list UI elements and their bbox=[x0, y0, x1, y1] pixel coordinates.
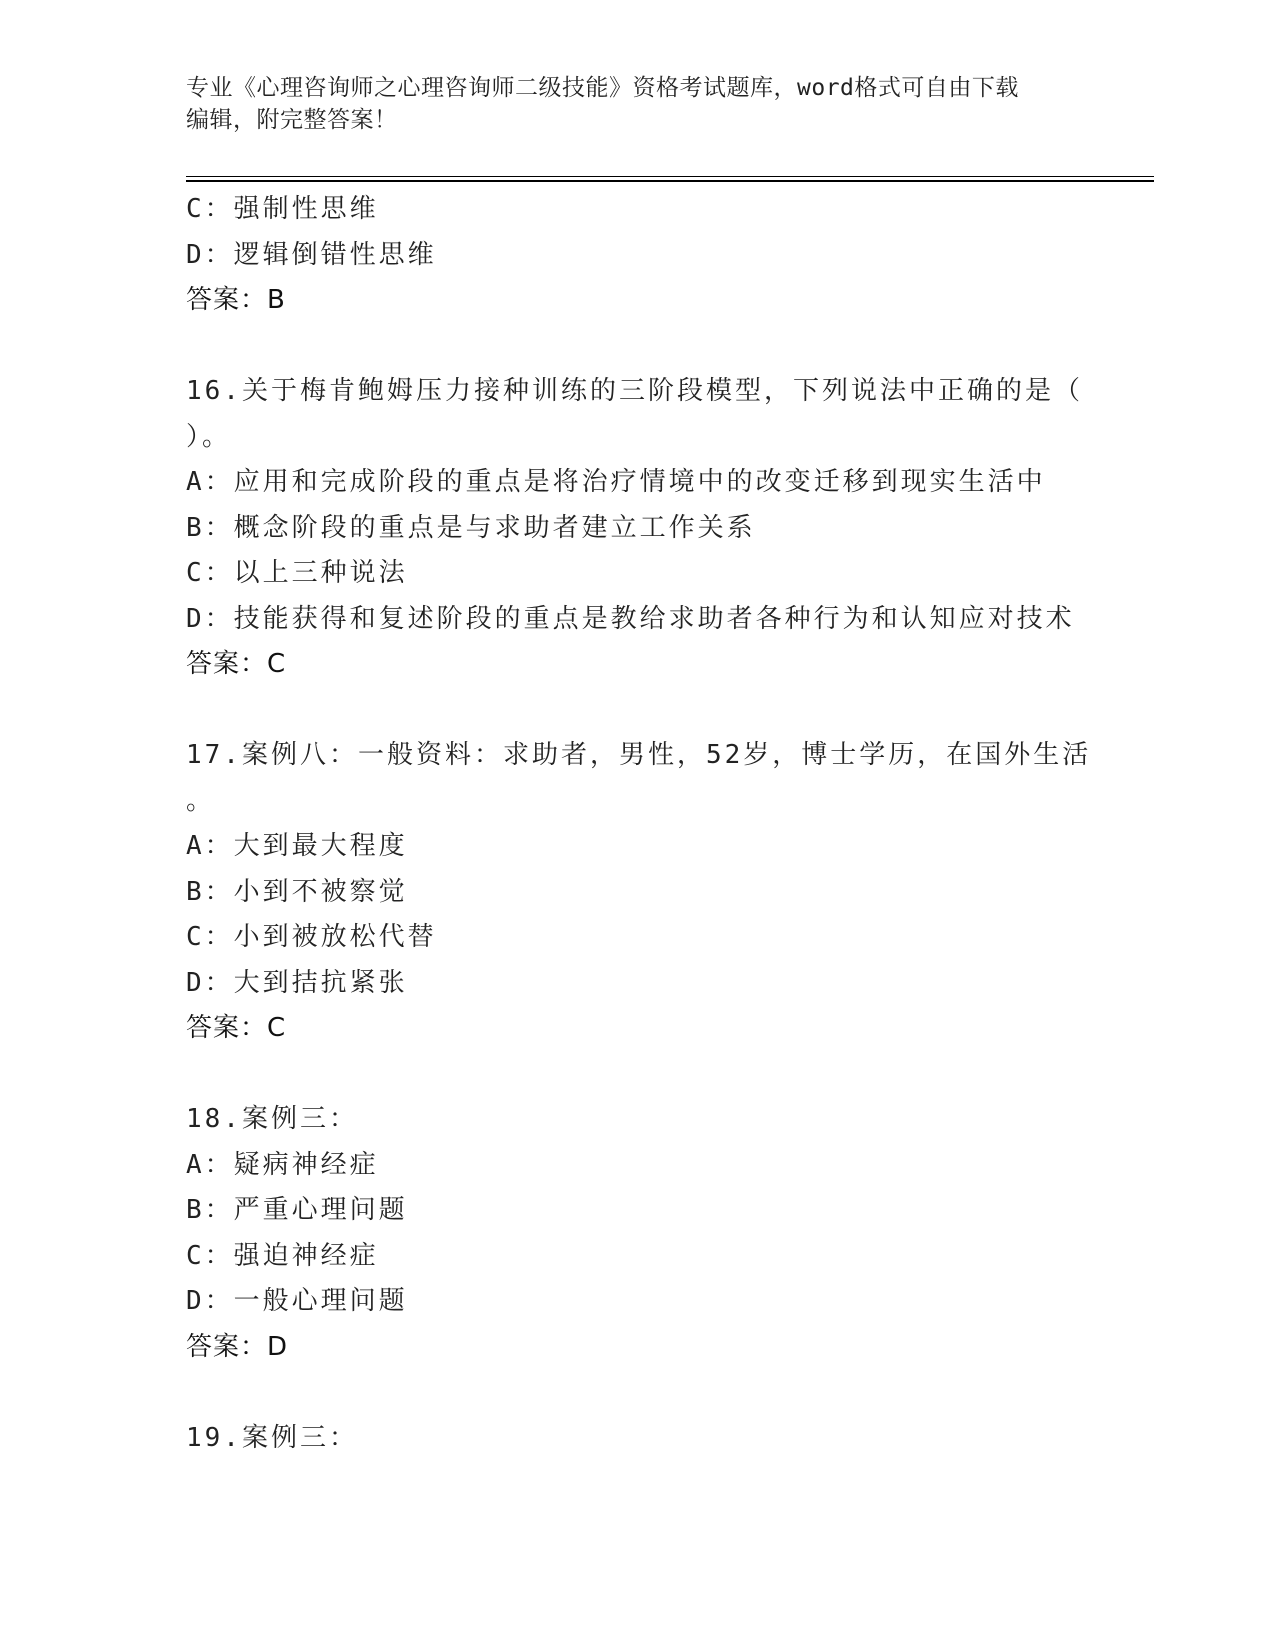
option-d: D：大到拮抗紧张 bbox=[186, 967, 408, 998]
question-stem: 19.案例三： bbox=[186, 1422, 358, 1453]
option-d: D：逻辑倒错性思维 bbox=[186, 239, 437, 270]
question-list bbox=[186, 187, 1092, 1461]
header-line-2: 编辑，附完整答案！ bbox=[186, 107, 398, 133]
option-a: A：疑病神经症 bbox=[186, 1149, 379, 1180]
answer-line: 答案：D bbox=[186, 1331, 289, 1362]
option-c: C：强迫神经症 bbox=[186, 1240, 379, 1271]
question-stem-continued: ）。 bbox=[186, 421, 232, 452]
question-spacer bbox=[186, 1052, 1086, 1098]
question-18 bbox=[186, 1097, 1086, 1370]
option-d: D：技能获得和复述阶段的重点是教给求助者各种行为和认知应对技术 bbox=[186, 603, 1075, 634]
option-a: A：大到最大程度 bbox=[186, 831, 408, 861]
option-c: C：以上三种说法 bbox=[186, 558, 408, 588]
document-header bbox=[186, 72, 1066, 136]
question-spacer bbox=[186, 688, 1086, 734]
header-divider-thin bbox=[186, 176, 1154, 177]
question-16 bbox=[186, 369, 1086, 688]
answer-line: 答案：B bbox=[186, 285, 286, 315]
question-17 bbox=[186, 733, 1092, 1052]
question-stem: 16.关于梅肯鲍姆压力接种训练的三阶段模型，下列说法中正确的是（ bbox=[186, 376, 1083, 406]
question-stem: 18.案例三： bbox=[186, 1104, 358, 1134]
question-15-tail bbox=[186, 187, 1086, 324]
option-a: A：应用和完成阶段的重点是将治疗情境中的改变迁移到现实生活中 bbox=[186, 467, 1046, 497]
option-b: B：小到不被察觉 bbox=[186, 876, 408, 907]
answer-line: 答案：C bbox=[186, 1013, 287, 1043]
option-b: B：严重心理问题 bbox=[186, 1195, 408, 1225]
option-c: C：小到被放松代替 bbox=[186, 922, 437, 952]
header-line-1: 专业《心理咨询师之心理咨询师二级技能》资格考试题库，word格式可自由下载 bbox=[186, 75, 1019, 101]
question-stem: 17.案例八：一般资料：求助者，男性，52岁，博士学历，在国外生活 bbox=[186, 740, 1092, 770]
option-c: C：强制性思维 bbox=[186, 194, 379, 224]
header-divider-thick bbox=[186, 180, 1154, 182]
question-spacer bbox=[186, 324, 1086, 370]
question-19 bbox=[186, 1416, 1086, 1462]
question-stem-continued: 。 bbox=[186, 785, 216, 816]
option-d: D：一般心理问题 bbox=[186, 1286, 408, 1316]
question-spacer bbox=[186, 1370, 1086, 1416]
answer-line: 答案：C bbox=[186, 649, 287, 679]
option-b: B：概念阶段的重点是与求助者建立工作关系 bbox=[186, 512, 756, 543]
